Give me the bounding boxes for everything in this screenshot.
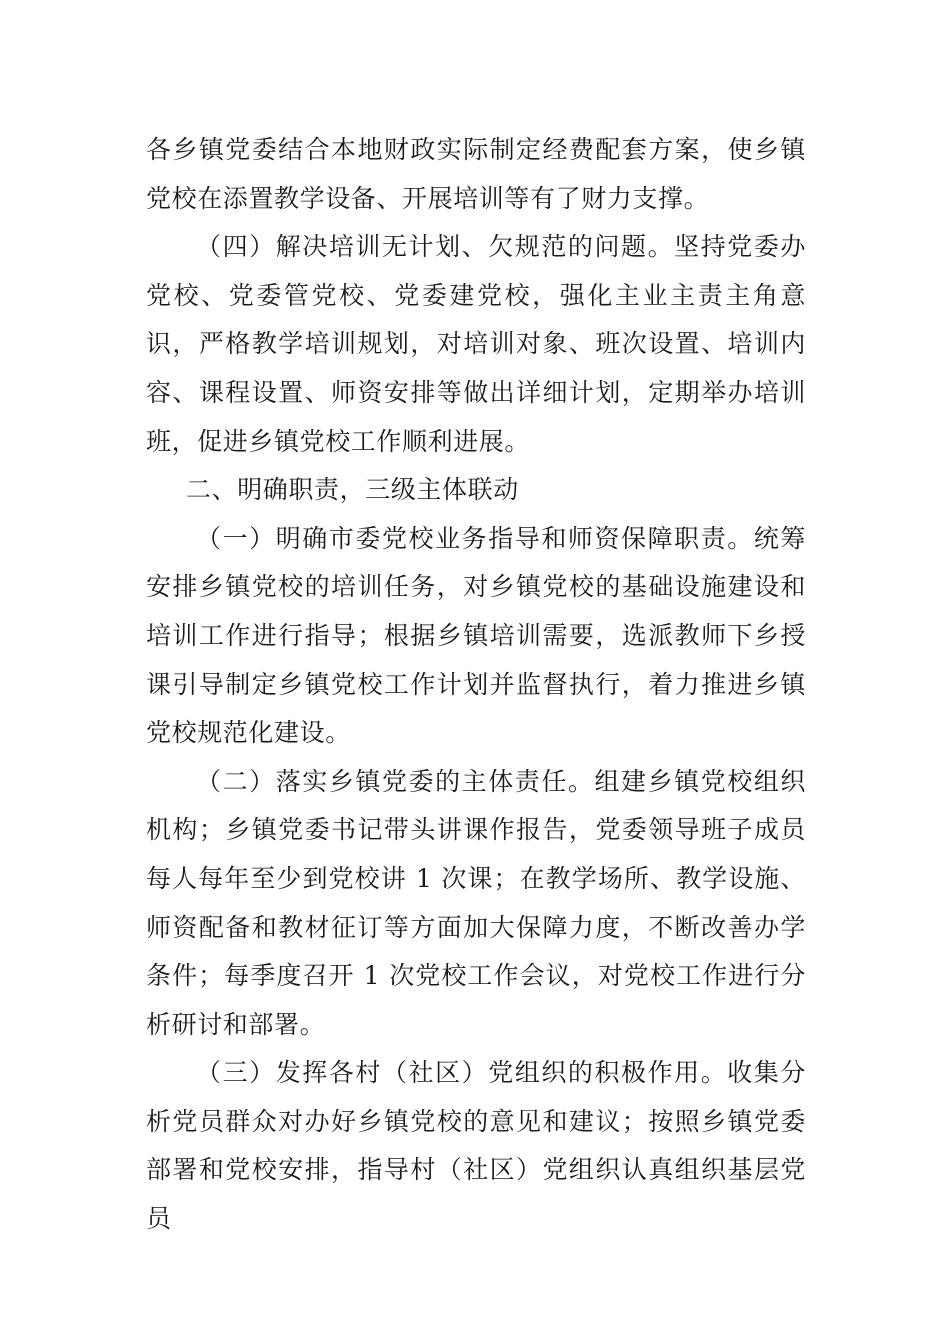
paragraph-city-party-school: （一）明确市委党校业务指导和师资保障职责。统筹安排乡镇党校的培训任务，对乡镇党校的基础设施建设和培训工作进行指导；根据乡镇培训需要，选派教师下乡授课引导制定乡镇党校工作计划并监督执行，着力推进乡镇党校规范化建设。 bbox=[146, 523, 806, 748]
paragraph-township-committee: （二）落实乡镇党委的主体责任。组建乡镇党校组织机构；乡镇党委书记带头讲课作报告，党委领导班子成员每人每年至少到党校讲 1 次课；在教学场所、教学设施、师资配备和教材征订等方面加大保障力度，不断改善办学条件；每季度召开 1 次党校工作会议，对党校工作进行分析研讨和部署。 bbox=[146, 766, 806, 1039]
document-body bbox=[146, 126, 806, 1244]
paragraph-village-organizations: （三）发挥各村（社区）党组织的积极作用。收集分析党员群众对办好乡镇党校的意见和建议；按照乡镇党委部署和党校安排，指导村（社区）党组织认真组织基层党员 bbox=[146, 1058, 806, 1234]
paragraph-funding-continuation: 各乡镇党委结合本地财政实际制定经费配套方案，使乡镇党校在添置教学设备、开展培训等有了财力支撑。 bbox=[146, 135, 806, 213]
section-heading-responsibilities: 二、明确职责，三级主体联动 bbox=[186, 475, 519, 505]
paragraph-training-plan: （四）解决培训无计划、欠规范的问题。坚持党委办党校、党委管党校、党委建党校，强化主业主责主角意识，严格教学培训规划，对培训对象、班次设置、培训内容、课程设置、师资安排等做出详细计划，定期举办培训班，促进乡镇党校工作顺利进展。 bbox=[146, 232, 806, 456]
